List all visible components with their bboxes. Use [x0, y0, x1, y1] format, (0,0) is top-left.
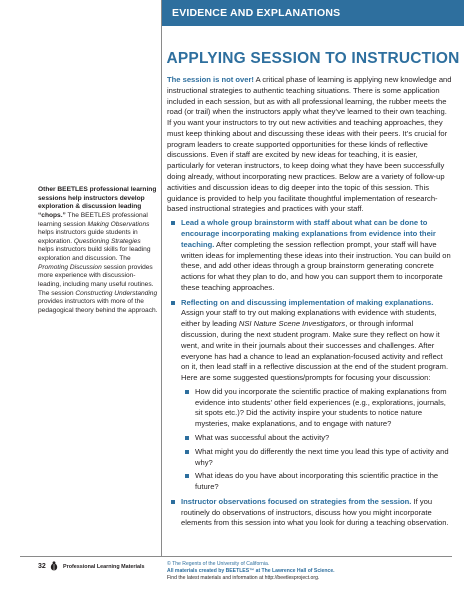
- prompt-item: What ideas do you have about incorporating this scientific practice in the future?: [195, 471, 452, 493]
- bullet-body: , or through informal discussion, during the next student program. Make sure they reflect on how it went, and write in their journals about their successes and challenges. After everyone has had a chance to lead an explanation-focused activity and reflect on it, then lead staff in a reflective discussion at the end of the student program. Here are some suggested questions/prompts for focusing your discussion:: [181, 319, 449, 383]
- copyright-line: © The Regents of the University of California.: [167, 561, 270, 567]
- bullet-lead: Reflecting on and discussing implementation of making explanations.: [181, 297, 434, 307]
- sidebar-text: provides instructors with more of the pedagogical theory behind the approach.: [38, 298, 158, 314]
- bullet-lead: Lead a whole group brainstorm with staff about what can be done to encourage incorporating making explanations from evidence into their teaching.: [181, 218, 436, 249]
- bullet-body: If you routinely do observations of instructors, discuss how you might incorporate elements from this session into what you look for during a teaching observation.: [181, 496, 449, 528]
- sidebar-session-title: Promoting Discussion: [38, 263, 102, 271]
- intro-paragraph: [167, 75, 452, 215]
- gutter-divider: [161, 0, 162, 556]
- footer-label: Professional Learning Materials: [63, 564, 145, 570]
- section-label: EVIDENCE AND EXPLANATIONS: [172, 7, 341, 19]
- list-item: [181, 298, 452, 493]
- sidebar-text: helps instructors guide students in exploration.: [38, 229, 138, 245]
- project-url: Find the latest materials and information at http://beetlesproject.org.: [167, 574, 320, 581]
- follow-up-list: [167, 218, 452, 529]
- page-number: 32: [38, 563, 46, 570]
- sidebar-text: helps instructors build skills for leading exploration and discussion. The: [38, 246, 151, 262]
- sidebar-note-lead: Other BEETLES professional learning sessions help instructors develop exploration & discussion leading “chops.”: [38, 186, 157, 219]
- intro-body: A critical phase of learning is applying new knowledge and instructional strategies to authentic teaching situations. There is some application included in each session, but as with all professional learning, the rubber meets the road (or trail) when the instructors apply what they’ve learned to their own teaching. If you want your instructors to try out new activities and teaching approaches, they must keep thinking about and discussing these ideas with their peers. It’s crucial for program leaders to create supported opportunities for these kinds of reflective discussions. Even if staff are excited by new ideas for teaching, it is easier, particularly for veteran instructors, to keep doing what they have been successfully doing already, without incorporating new practices. Below are a variety of follow-up activities and discussion ideas to dig deeper into the topic of this session. This guidance is provided to help you facilitate thoughtful implementation of research-based instructional strategies and practices with your staff.: [167, 75, 452, 214]
- beetles-logo-icon: [50, 561, 58, 571]
- main-content: [167, 75, 452, 533]
- sidebar-session-title: Making Observations: [87, 220, 150, 228]
- intro-lead: The session is not over!: [167, 75, 254, 84]
- sidebar-text: The BEETLES professional learning session: [38, 211, 148, 228]
- list-item: [181, 497, 452, 529]
- copyright-line: All materials created by BEETLES™ at The Lawrence Hall of Science.: [167, 567, 335, 574]
- prompt-item: What was successful about the activity?: [195, 433, 452, 444]
- prompt-item: What might you do differently the next time you lead this type of activity and why?: [195, 447, 452, 469]
- sidebar-session-title: Questioning Strategies: [73, 237, 141, 245]
- page-title: APPLYING SESSION TO INSTRUCTION: [166, 50, 460, 67]
- copyright-notice: [167, 561, 452, 582]
- sidebar-text: session provides more experience with discussion-leading, including many useful routines. The session: [38, 263, 154, 297]
- bullet-body: Assign your staff to try out making explanations with evidence with students, either by leading: [181, 308, 437, 329]
- list-item: [181, 218, 452, 293]
- section-header-bar: [162, 0, 464, 26]
- prompt-item: How did you incorporate the scientific practice of making explanations from evidence into students’ other field experiences (e.g., explorations, journals, sit spots etc.)? Did the activity inspire your students to notice nature mysteries, make explanations, and to engage with nature?: [195, 387, 452, 430]
- activity-title: NSI Nature Scene Investigators: [238, 319, 346, 329]
- discussion-prompts: [181, 387, 452, 493]
- sidebar-session-title: Constructing Understanding: [75, 289, 158, 297]
- sidebar-note: [38, 186, 158, 315]
- footer-divider: [20, 556, 452, 557]
- bullet-lead: Instructor observations focused on strategies from the session.: [181, 496, 412, 506]
- bullet-body: After completing the session reflection prompt, your staff will have written ideas for implementing these ideas into their instruction. You can build on these, and add other ideas through a group brainstorm generating concrete actions for what they plan to do, and how you can support them to incorporate these teaching approaches.: [181, 239, 451, 292]
